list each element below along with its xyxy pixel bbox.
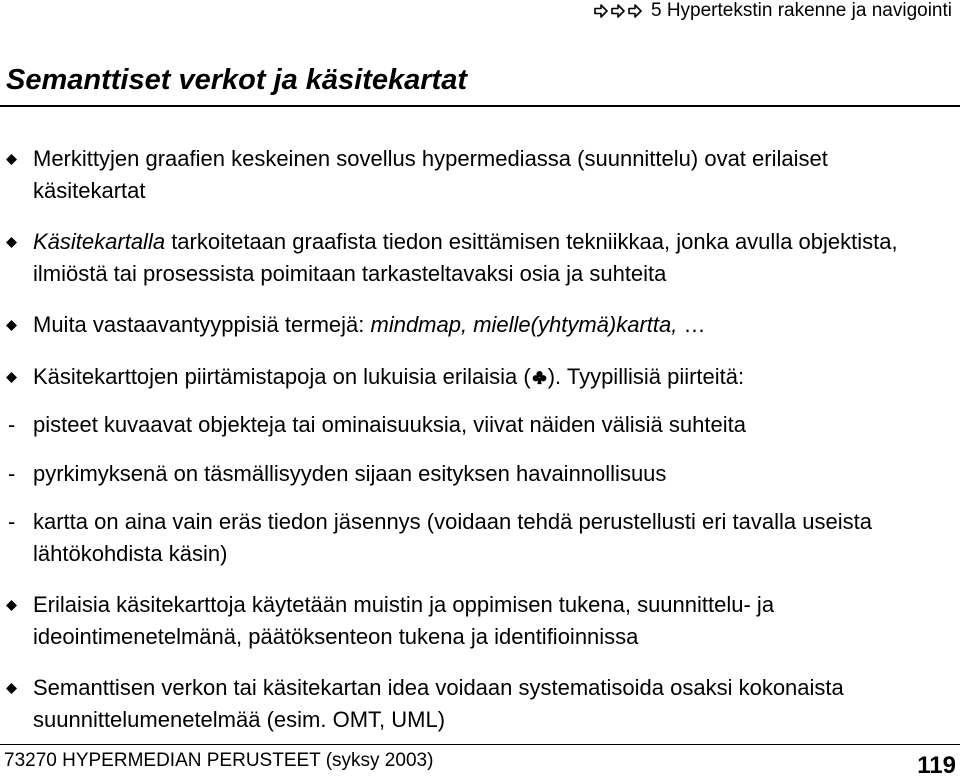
bullet-item (0, 226, 940, 289)
bullet-text: Semanttisen verkon tai käsitekartan idea voidaan systematisoida osaksi kokonaista suunnittelumenetelmää (esim. OMT, UML) (33, 675, 844, 732)
diamond-bullet-icon (6, 372, 17, 383)
bullet-term: Käsitekartalla (33, 229, 166, 254)
diamond-bullet-icon (6, 154, 17, 165)
dash-marker: - (8, 460, 16, 486)
diamond-bullet-icon (6, 600, 17, 611)
bullet-text: tarkoitetaan graafista tiedon esittämisen tekniikkaa, jonka avulla objektista, ilmiöstä tai prosessista poimitaan tarkasteltavaksi osia ja suhteita (33, 229, 898, 286)
bullet-text: Käsitekarttojen piirtämistapoja on lukuisia erilaisia ( (33, 363, 531, 389)
club-icon (532, 370, 547, 385)
bullet-item (0, 672, 940, 735)
bullet-item (0, 361, 940, 393)
bullet-text-end: … (677, 312, 706, 337)
dash-item (0, 409, 940, 441)
dash-item (0, 506, 940, 569)
dash-text: kartta on aina vain eräs tiedon jäsennys (voidaan tehdä perustellusti eri tavalla useista lähtökohdista käsin) (33, 509, 872, 566)
course-label: 73270 HYPERMEDIAN PERUSTEET (syksy 2003) (4, 750, 434, 771)
bullet-terms: mindmap, mielle(yhtymä)kartta, (370, 312, 678, 337)
bullet-item (0, 143, 940, 206)
page-title: Semanttiset verkot ja käsitekartat (6, 64, 467, 96)
dash-marker: - (8, 412, 16, 437)
section-title: 5 Hypertekstin rakenne ja navigointi (650, 0, 952, 21)
bullet-item (0, 309, 940, 341)
arrow-group (594, 4, 642, 18)
right-arrow-icon (594, 4, 608, 18)
page-number: 119 (917, 752, 956, 779)
diamond-bullet-icon (6, 320, 17, 331)
bullet-text: Erilaisia käsitekarttoja käytetään muistin ja oppimisen tukena, suunnittelu- ja ideointimenetelmänä, päätöksenteon tukena ja identifioinnissa (33, 592, 775, 649)
right-arrow-icon (611, 4, 625, 18)
bullet-item (0, 589, 940, 652)
running-header (594, 0, 960, 22)
bullet-text: Merkittyjen graafien keskeinen sovellus hypermediassa (suunnittelu) ovat erilaiset käsitekartat (33, 146, 828, 203)
dash-marker: - (8, 509, 16, 534)
diamond-bullet-icon (6, 237, 17, 248)
bullet-text: Muita vastaavantyyppisiä termejä: (33, 312, 371, 337)
footer-divider (0, 744, 960, 745)
dash-text: pisteet kuvaavat objekteja tai ominaisuuksia, viivat näiden välisiä suhteita (33, 412, 746, 437)
bullet-text-end: ). Tyypillisiä piirteitä: (547, 363, 745, 389)
right-arrow-icon (628, 4, 642, 18)
dash-item (0, 458, 940, 490)
diamond-bullet-icon (6, 683, 17, 694)
slide-content (0, 143, 940, 735)
title-bar (0, 63, 960, 107)
dash-text: pyrkimyksenä on täsmällisyyden sijaan esityksen havainnollisuus (33, 460, 667, 486)
